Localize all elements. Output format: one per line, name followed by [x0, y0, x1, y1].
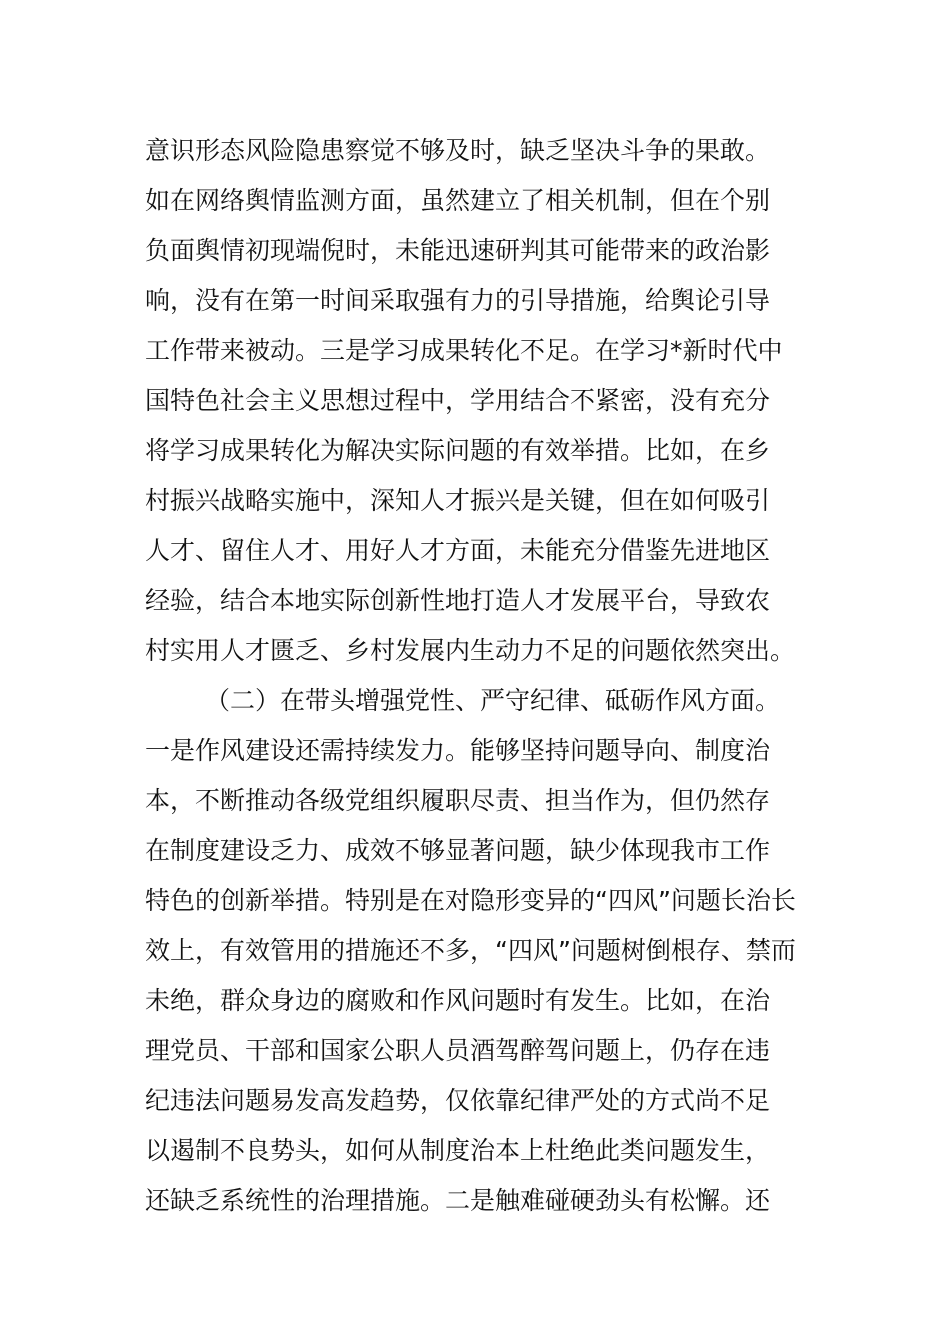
text-line: 意识形态风险隐患察觉不够及时，缺乏坚决斗争的果敢。: [145, 136, 771, 165]
text-line: 还缺乏系统性的治理措施。二是触难碰硬劲头有松懈。还: [145, 1186, 771, 1215]
text-line: 一是作风建设还需持续发力。能够坚持问题导向、制度治: [145, 736, 771, 765]
section-heading: （二）在带头增强党性、严守纪律、砥砺作风方面。: [205, 686, 781, 715]
text-line: 如在网络舆情监测方面，虽然建立了相关机制，但在个别: [145, 186, 771, 215]
text-line: 理党员、干部和国家公职人员酒驾醉驾问题上，仍存在违: [145, 1036, 771, 1065]
text-line: 经验，结合本地实际创新性地打造人才发展平台，导致农: [145, 586, 771, 615]
text-line: 村实用人才匮乏、乡村发展内生动力不足的问题依然突出。: [145, 636, 796, 665]
text-line: 纪违法问题易发高发趋势，仅依靠纪律严处的方式尚不足: [145, 1086, 771, 1115]
text-line: 工作带来被动。三是学习成果转化不足。在学习*新时代中: [145, 336, 783, 365]
text-line: 村振兴战略实施中，深知人才振兴是关键，但在如何吸引: [145, 486, 771, 515]
text-line: 以遏制不良势头，如何从制度治本上杜绝此类问题发生，: [145, 1136, 771, 1165]
text-line: 负面舆情初现端倪时，未能迅速研判其可能带来的政治影: [145, 236, 771, 265]
text-line: 在制度建设乏力、成效不够显著问题，缺少体现我市工作: [145, 836, 771, 865]
text-line: 响，没有在第一时间采取强有力的引导措施，给舆论引导: [145, 286, 771, 315]
text-line: 本，不断推动各级党组织履职尽责、担当作为，但仍然存: [145, 786, 771, 815]
body-text: [145, 126, 810, 1226]
text-line: 国特色社会主义思想过程中，学用结合不紧密，没有充分: [145, 386, 771, 415]
text-line: 特色的创新举措。特别是在对隐形变异的“四风”问题长治长: [145, 886, 796, 915]
text-line: 未绝，群众身边的腐败和作风问题时有发生。比如，在治: [145, 986, 771, 1015]
text-line: 人才、留住人才、用好人才方面，未能充分借鉴先进地区: [145, 536, 771, 565]
text-line: 效上，有效管用的措施还不多，“四风”问题树倒根存、禁而: [145, 936, 796, 965]
text-line: 将学习成果转化为解决实际问题的有效举措。比如，在乡: [145, 436, 771, 465]
